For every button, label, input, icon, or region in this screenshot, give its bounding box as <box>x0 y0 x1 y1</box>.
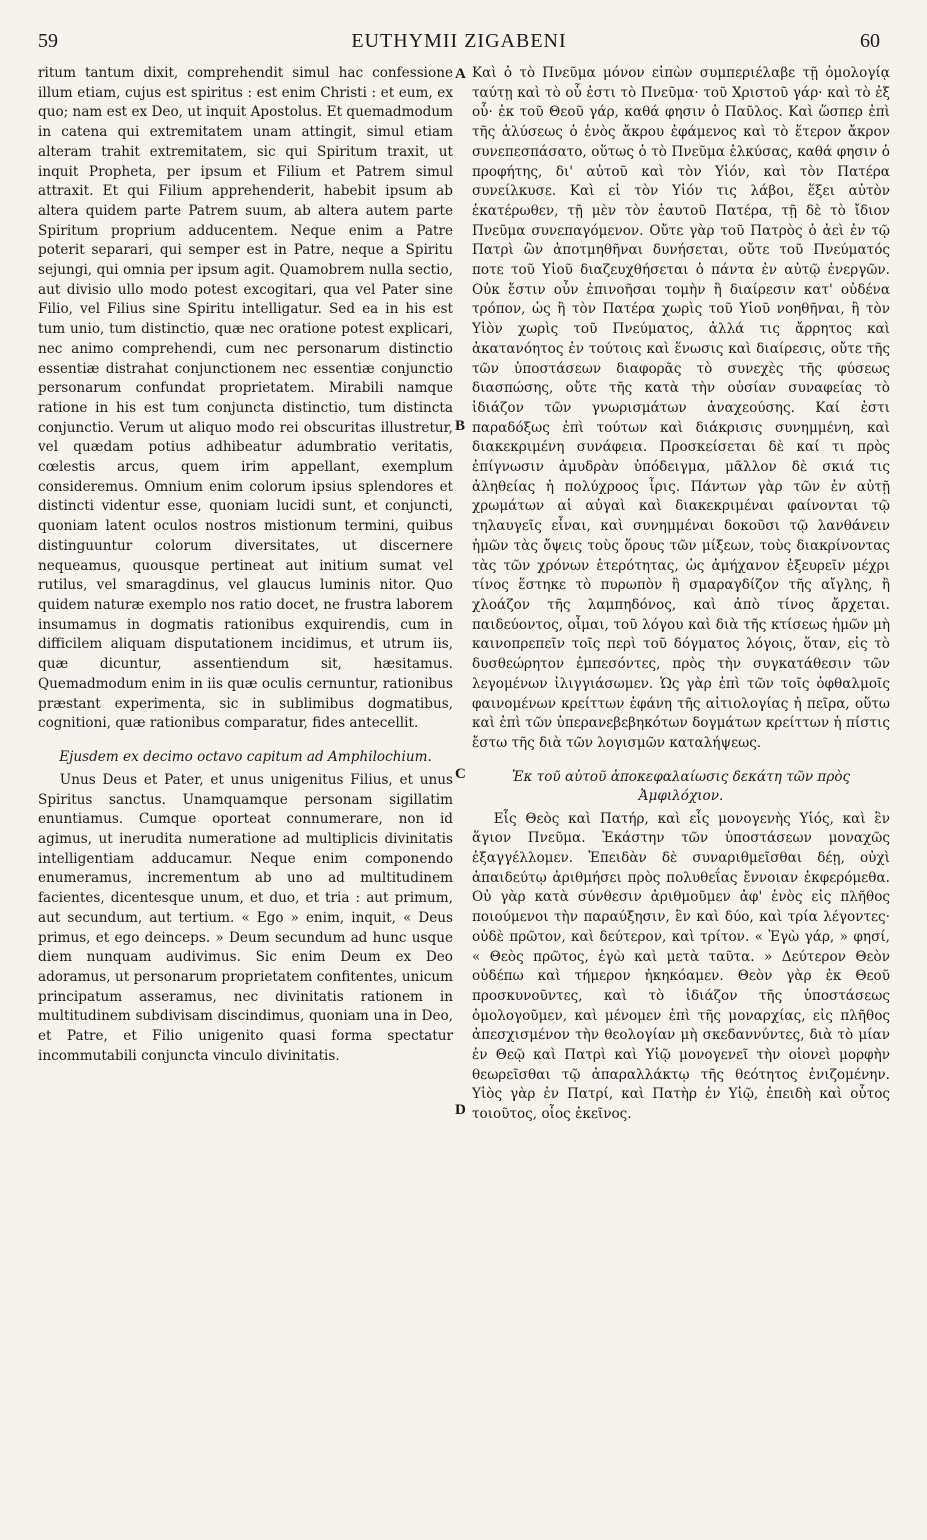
page-number-left: 59 <box>38 30 58 52</box>
latin-paragraph-2: Unus Deus et Pater, et unus unigenitus Filius, et unus Spiritus sanctus. Unamquamque personam sigillatim enuntiamus. Cumque oporteat connumerare, non id agimus, ut inerudita numeratione ad multiplicis divinitatis intelligentiam adducamur. Neque enim componendo enumeramus, incrementum ab uno ad multitudinem facientes, dicentesque unum, et duo, et tria : aut primum, aut secundum, aut tertium. « Ego » enim, inquit, « Deus primus, et ego deinceps. » Deum secundum ad hunc usque diem nunquam audivimus. Sic enim Deum ex Deo adoramus, ut personarum proprietatem confitentes, unicum principatum asseramus, nec divinitatis rationem in multitudinem subdivisam discindimus, quoniam una in Deo, et Patre, et Filio unigenito quasi forma spectatur incommutabili conjuncta vinculo divinitatis. <box>38 771 453 1064</box>
greek-column <box>472 64 890 1125</box>
margin-marker-d: D <box>455 1102 466 1118</box>
page-number-right: 60 <box>860 30 880 52</box>
latin-section-title: Ejusdem ex decimo octavo capitum ad Amphilochium. <box>59 748 432 765</box>
greek-section-title: Ἐκ τοῦ αὐτοῦ ἀποκεφαλαίωσις δεκάτη τῶν πρὸς Ἀμφιλόχιον. <box>511 768 851 804</box>
margin-marker-b: B <box>455 418 466 434</box>
running-title: EUTHYMII ZIGABENI <box>351 30 567 52</box>
margin-marker-a: A <box>455 66 466 82</box>
greek-paragraph-2: Εἷς Θεὸς καὶ Πατήρ, καὶ εἷς μονογενὴς Υἱός, καὶ ἓν ἅγιον Πνεῦμα. Ἑκάστην τῶν ὑποστάσεων μοναχῶς ἐξαγγέλλομεν. Ἐπειδὰν δὲ συναριθμεῖσθαι δέῃ, οὐχὶ ἀπαιδεύτῳ ἀριθμήσει πρὸς πολυθεΐας ἔννοιαν ἐκφερόμεθα. Οὐ γὰρ κατὰ σύνθεσιν ἀριθμοῦμεν ἀφ' ἑνὸς εἰς πλῆθος ποιούμενοι τὴν παραύξησιν, ἓν καὶ δύο, καὶ τρία λέγοντες· οὐδὲ πρῶτον, καὶ δεύτερον, καὶ τρίτον. « Ἐγὼ γάρ, » φησί, « Θεὸς πρῶτος, ἐγὼ καὶ μετὰ ταῦτα. » Δεύτερον Θεὸν οὐδέπω καὶ τήμερον ἠκηκόαμεν. Θεὸν γὰρ ἐκ Θεοῦ προσκυνοῦντες, καὶ τὸ ἰδιάζον τῆς ὑποστάσεως ὁμολογοῦμεν, καὶ μένομεν ἐπὶ τῆς μοναρχίας, εἰς πλῆθος ἀπεσχισμένον τὴν θεολογίαν μὴ σκεδαννύντες, διὰ τὸ μίαν ἐν Θεῷ καὶ Πατρὶ καὶ Υἱῷ μονογενεῖ τὴν οἱονεὶ μορφὴν θεωρεῖσθαι τῷ ἀπαραλλάκτῳ τῆς θεότητος ἐνιζομένην. Υἱὸς γὰρ ἐν Πατρί, καὶ Πατὴρ ἐν Υἱῷ, ἐπειδὴ καὶ οὗτος τοιοῦτος, οἷος ἐκεῖνος. <box>472 810 890 1123</box>
latin-column <box>38 64 453 1066</box>
page-header <box>38 30 880 56</box>
margin-marker-c: C <box>455 766 466 782</box>
greek-paragraph-1: Καὶ ὁ τὸ Πνεῦμα μόνον εἰπὼν συμπεριέλαβε τῇ ὁμολογίᾳ ταύτῃ καὶ τὸ οὗ ἐστι τὸ Πνεῦμα· τοῦ Χριστοῦ γάρ· καὶ τὸ ἐξ οὗ· ἐκ τοῦ Θεοῦ γάρ, καθά φησιν ὁ Παῦλος. Καὶ ὥσπερ ἐπὶ τῆς ἁλύσεως ὁ ἑνὸς ἄκρου ἐφάμενος καὶ τὸ ἕτερον ἄκρον συνεπεσπάσατο, οὕτως ὁ τὸ Πνεῦμα ἑλκύσας, καθά φησιν ὁ προφήτης, δι' αὐτοῦ καὶ τὸν Υἱόν, καὶ τὸν Πατέρα συνείλκυσε. Καὶ εἰ τὸν Υἱόν τις λάβοι, ἕξει αὐτὸν ἑκατέρωθεν, τῇ μὲν τὸν ἑαυτοῦ Πατέρα, τῇ δὲ τὸ ἴδιον Πνεῦμα συνεπαγόμενον. Οὔτε γὰρ τοῦ Πατρὸς ὁ ἀεὶ ἐν τῷ Πατρὶ ὢν ἀποτμηθῆναι δυνήσεται, οὔτε τοῦ Πνεύματός ποτε τοῦ Υἱοῦ διαζευχθήσεται ὁ πάντα ἐν αὐτῷ ἐνεργῶν. Οὐκ ἔστιν οὖν ἐπινοῆσαι τομὴν ἢ διαίρεσιν κατ' οὐδένα τρόπον, ὡς ἢ τὸν Πατέρα χωρὶς τοῦ Υἱοῦ νοηθῆναι, ἢ τὸν Υἱὸν χωρὶς τοῦ Πνεύματος, ἀλλά τις ἄρρητος καὶ ἀκατανόητος ἐν τούτοις καὶ ἕνωσις καὶ διαίρεσις, οὔτε τῆς τῶν ὑποστάσεων διαφορᾶς τὸ συνεχὲς τῆς φύσεως διασπώσης, οὔτε τῆς κατὰ τὴν οὐσίαν συναφείας τὸ ἰδιάζον τῶν γνωρισμάτων ἀναχεούσης. Καί ἐστι παραδόξως ἐπὶ τούτων καὶ διάκρισις συνημμένη, καὶ διακεκριμένη συνάφεια. Προσκείσεται δὲ καί τι πρὸς ἐπίγνωσιν ἀμυδρὰν ὑπόδειγμα, μᾶλλον δὲ σκιά τις ἀληθείας ἡ πολύχροος ἶρις. Πάντων γὰρ τῶν ἐν αὐτῇ χρωμάτων αἱ αὐγαὶ καὶ διακεκριμέναι φαίνονται τῷ τηλαυγεῖς εἶναι, καὶ συνημμέναι δοκοῦσι τῷ λανθάνειν ἡμῶν τὰς ὄψεις τοὺς ὅρους τῶν μίξεων, τοὺς διακρίνοντας τὰς τῶν χρόνων ἑτερότητας, ὡς ἀμήχανον ἐξευρεῖν μέχρι τίνος ἕστηκε τὸ πυρωπὸν ἢ σμαραγδίζον τῆς αἴγλης, ἢ χλοάζον τῆς λαμπηδόνος, καὶ ἀπὸ τίνος ἄρχεται. παιδεύοντος, οἶμαι, τοῦ λόγου καὶ διὰ τῆς κτίσεως ἡμῶν μὴ καινοπρεπεῖν τοῖς περὶ τοῦ δόγματος λόγοις, ὅταν, εἰς τὸ δυσθεώρητον ἐμπεσόντες, πρὸς τὴν συγκατάθεσιν τῶν λεγομένων ἰλιγγιάσωμεν. Ὡς γὰρ ἐπὶ τῶν τοῖς ὀφθαλμοῖς φαινομένων κρείττων ἐφάνη τῆς αἰτιολογίας ἡ πεῖρα, οὕτω καὶ ἐπὶ τῶν ὑπερανεβεβηκότων δογμάτων κρείττων ἡ πίστις ἔστω τῆς διὰ τῶν λογισμῶν καταλήψεως. <box>472 65 890 751</box>
latin-paragraph-1: ritum tantum dixit, comprehendit simul hac confessione illum etiam, cujus est spiritus : est enim Christi : et eum, ex quo; nam est ex Deo, ut inquit Apostolus. Et quemadmodum in catena qui extremitatem unam attingit, simul etiam alteram trahit extremitatem, sic qui Spiritum traxit, ut inquit Propheta, per ipsum et Filium et Patrem simul attraxit. Et qui Filium apprehenderit, habebit ipsum ab altera quidem parte Patrem suum, ab altera autem parte Spiritum proprium adducentem. Neque enim a Patre poterit separari, qui semper est in Patre, neque a Spiritu sejungi, qui omnia per ipsum agit. Quamobrem nulla sectio, aut divisio ullo modo potest excogitari, qua vel Pater sine Filio, vel Filius sine Spiritu intelligatur. Sed ea in his est tum unio, tum distinctio, quæ nec oratione potest explicari, nec animo comprehendi, cum nec personarum distinctio essentiæ distrahat conjunctionem nec essentiæ conjunctio personarum confundat proprietatem. Mirabili namque ratione in his est tum conjuncta distinctio, tum distincta conjunctio. Verum ut aliquo modo rei obscuritas illustretur, vel quædam potius adhibeatur adumbratio veritatis, cœlestis arcus, quem irim appellant, exemplum consideremus. Omnium enim colorum ipsius splendores et distincti videntur esse, quoniam lucidi sunt, et conjuncti, quoniam latent oculos nostros mistionum termini, quibus distinguuntur colorum diversitates, ut discernere nequeamus, quousque pertineat aut initium sumat vel rutilus, vel smaragdinus, vel glaucus luminis nitor. Quo quidem naturæ exemplo nos ratio docet, ne frustra laborem insumamus in dogmatis rationibus exquirendis, cum in difficilem aliquam disputationem incidimus, et utrum iis, quæ dicuntur, assentiendum sit, hæsitamus. Quemadmodum enim in iis quæ oculis cernuntur, rationibus præstant experimenta, sic in sublimibus dogmatibus, cognitioni, quæ rationibus comparatur, fides antecellit. <box>38 65 453 732</box>
